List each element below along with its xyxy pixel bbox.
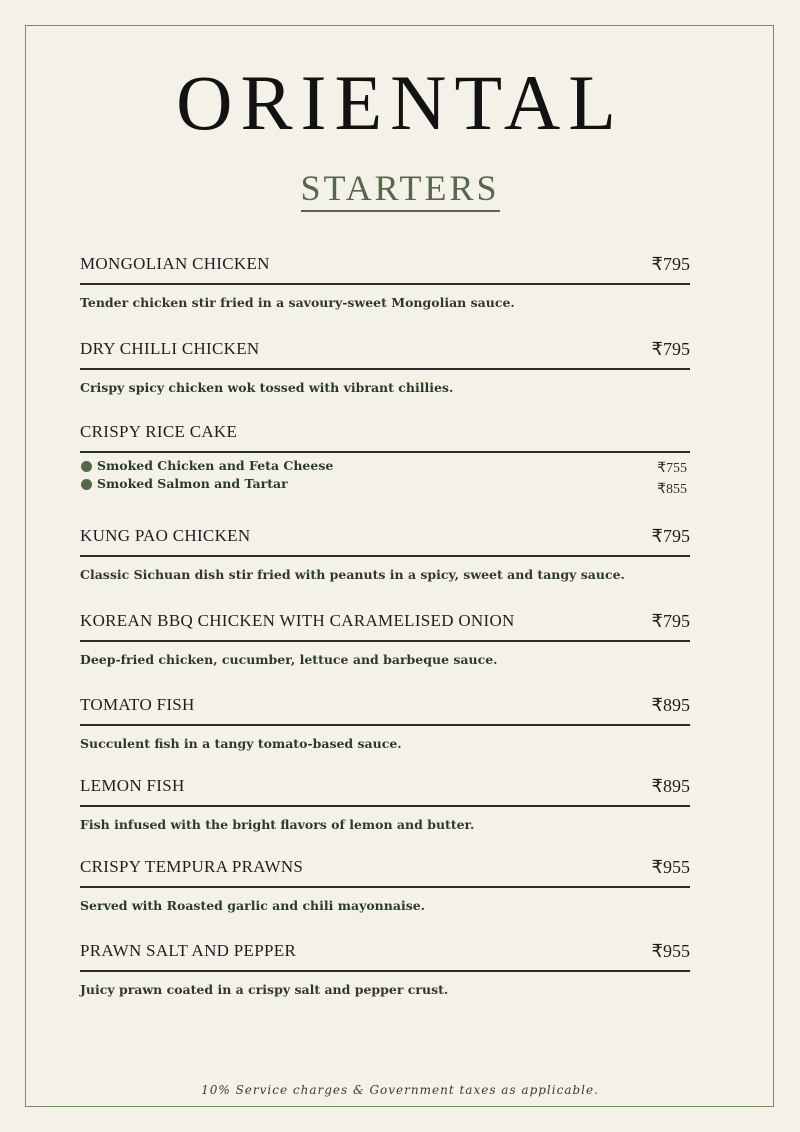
item-price: ₹795 [651,611,690,631]
option-row [80,476,690,497]
item-name: DRY CHILLI CHICKEN [80,339,260,358]
section-title-text: STARTERS [301,168,500,212]
option-label: Smoked Chicken and Feta Cheese [97,458,334,473]
divider [80,555,690,557]
divider [80,724,690,726]
item-price: ₹955 [651,941,690,961]
item-price: ₹955 [651,857,690,877]
item-name: KUNG PAO CHICKEN [80,526,251,545]
item-price: ₹895 [651,776,690,796]
item-name: KOREAN BBQ CHICKEN WITH CARAMELISED ONION [80,611,515,630]
divider [80,368,690,370]
divider [80,640,690,642]
menu-item-lemon-fish [80,776,690,832]
item-price: ₹895 [651,695,690,715]
option-row [80,458,690,476]
item-description: Tender chicken stir fried in a savoury-sweet Mongolian sauce. [80,295,515,310]
item-price: ₹795 [651,339,690,359]
item-description: Crispy spicy chicken wok tossed with vibrant chillies. [80,380,454,395]
item-name: MONGOLIAN CHICKEN [80,254,270,273]
divider [80,805,690,807]
item-name: CRISPY TEMPURA PRAWNS [80,857,304,876]
item-name: CRISPY RICE CAKE [80,422,238,441]
divider [80,451,690,453]
menu-item-dry-chilli-chicken [80,339,690,395]
divider [80,886,690,888]
item-name: LEMON FISH [80,776,185,795]
item-name: TOMATO FISH [80,695,195,714]
option-price: ₹855 [657,482,687,497]
menu-item-mongolian-chicken [80,254,690,310]
item-description: Fish infused with the bright flavors of lemon and butter. [80,817,475,832]
menu-item-kung-pao-chicken [80,526,690,582]
item-price: ₹795 [651,254,690,274]
menu-item-tomato-fish [80,695,690,751]
item-name: PRAWN SALT AND PEPPER [80,941,297,960]
divider [80,283,690,285]
item-description: Classic Sichuan dish stir fried with peanuts in a spicy, sweet and tangy sauce. [80,567,625,582]
item-description: Juicy prawn coated in a crispy salt and pepper crust. [80,982,449,997]
menu-title: ORIENTAL [176,59,624,146]
bullet-icon [81,461,92,472]
item-description: Served with Roasted garlic and chili mayonnaise. [80,898,426,913]
item-description: Deep-fried chicken, cucumber, lettuce and barbeque sauce. [80,652,498,667]
menu-item-crispy-rice-cake [80,422,690,444]
option-price: ₹755 [657,461,687,476]
bullet-icon [81,479,92,490]
menu-item-korean-bbq-chicken [80,611,690,667]
item-price: ₹795 [651,526,690,546]
divider [80,970,690,972]
menu-item-prawn-salt-and-pepper [80,941,690,997]
menu-item-crispy-tempura-prawns [80,857,690,913]
footer-note: 10% Service charges & Government taxes as applicable. [201,1083,599,1097]
option-label: Smoked Salmon and Tartar [97,476,288,491]
item-description: Succulent fish in a tangy tomato-based sauce. [80,736,402,751]
section-title [0,170,800,206]
